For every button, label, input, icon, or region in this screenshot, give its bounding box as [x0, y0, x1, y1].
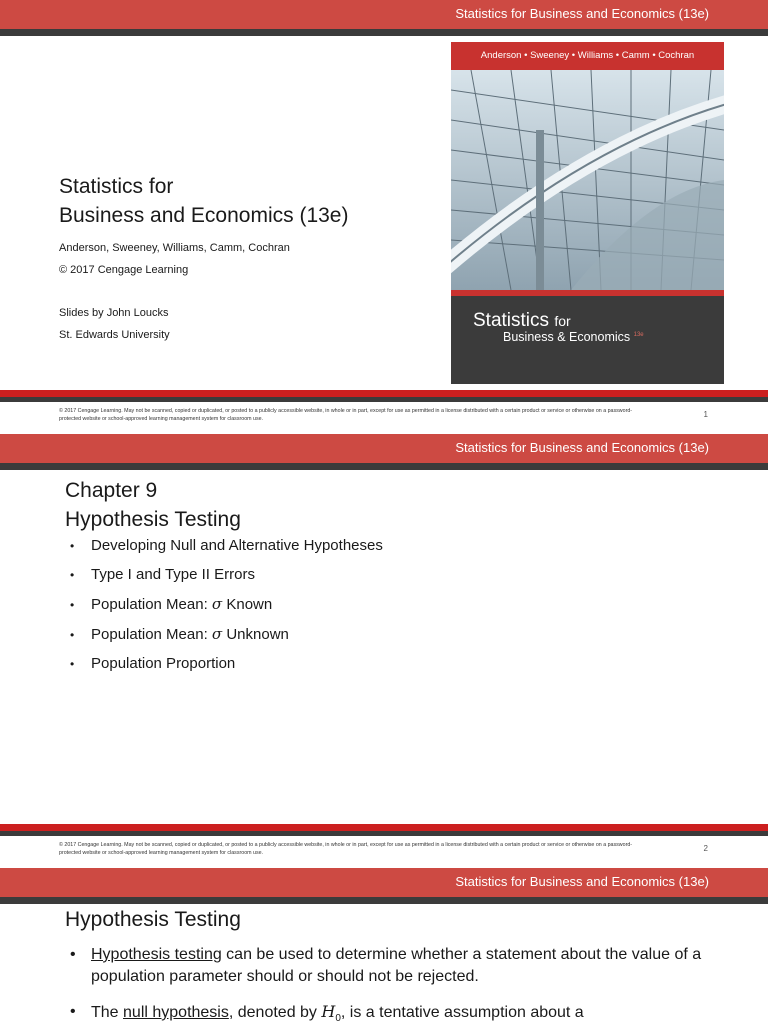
bullet-item: [70, 655, 235, 672]
bullet-text: Population Proportion: [91, 655, 236, 672]
cover-title-main: Statistics: [473, 310, 550, 331]
cover-subtitle: [503, 330, 644, 344]
slide-title: [59, 172, 348, 230]
bullet-item: [70, 595, 272, 613]
bullet-text: Population Mean:: [91, 596, 208, 613]
chapter-title: [65, 476, 241, 534]
slide-footer: [0, 838, 768, 868]
bullet-text: Developing Null and Alternative Hypotheses: [91, 537, 383, 554]
title-line-1: Statistics for: [59, 175, 174, 198]
architecture-photo: [451, 70, 724, 290]
header-divider: [0, 897, 768, 904]
cover-stripe: [451, 290, 724, 296]
bullet-text: [91, 944, 711, 988]
term-null-hypothesis: null hypothesis: [123, 1004, 229, 1021]
bullet-rest: , is a tentative assumption about a: [340, 1004, 584, 1021]
bullet-mid: , denoted by: [228, 1004, 322, 1021]
cover-subtitle-text: Business & Economics: [503, 330, 631, 344]
footer-red-line: [0, 824, 768, 831]
cover-authors: Anderson • Sweeney • Williams • Camm • Cochran: [451, 42, 724, 70]
copyright-text: © 2017 Cengage Learning: [59, 264, 189, 276]
header-title: Statistics for Business and Economics (13e): [455, 440, 709, 455]
university-text: St. Edwards University: [59, 329, 170, 341]
slide-header-bar: [0, 868, 768, 897]
bullet-pre: The: [91, 1004, 124, 1021]
page-number: 1: [703, 410, 708, 419]
bullet-dot: •: [70, 628, 75, 642]
footer-red-line: [0, 390, 768, 397]
bullet-item: [70, 537, 383, 554]
sigma-symbol: σ: [211, 595, 223, 613]
h-subscript: 0: [335, 1013, 341, 1025]
header-divider: [0, 463, 768, 470]
footer-dark-line: [0, 831, 768, 836]
slide-1: [0, 0, 768, 434]
bullet-item: [70, 625, 289, 643]
footer-copyright: © 2017 Cengage Learning. May not be scanned, copied or duplicated, or posted to a publicly accessible website, in whole or in part, except for use as permitted in a license distributed with a certain product or service or otherwise on a password-protected website or school-approved learning management system for classroom use.: [59, 408, 633, 422]
bullet-item: [70, 944, 710, 988]
header-divider: [0, 29, 768, 36]
footer-dark-line: [0, 397, 768, 402]
bullet-text: Population Mean:: [91, 626, 208, 643]
slides-by-text: Slides by John Loucks: [59, 307, 169, 319]
bullet-dot: •: [70, 1003, 76, 1020]
header-title: Statistics for Business and Economics (13e): [455, 874, 709, 889]
bullet-dot: •: [70, 598, 75, 612]
authors-text: Anderson, Sweeney, Williams, Camm, Cochran: [59, 242, 290, 254]
bullet-dot: •: [70, 657, 75, 671]
h-symbol: H: [321, 1002, 336, 1021]
slide-footer: [0, 404, 768, 434]
bullet-rest: can be used to determine whether a statement about the value of a population parameter should or should not be rejected.: [91, 946, 702, 985]
sigma-symbol: σ: [211, 625, 223, 643]
title-line-2: Business and Economics (13e): [59, 204, 349, 227]
page-number: 2: [703, 844, 708, 853]
bullet-item: [70, 1001, 710, 1023]
bullet-text: [91, 1001, 711, 1030]
bullet-text: Type I and Type II Errors: [91, 566, 255, 583]
cover-title: [473, 310, 571, 332]
bullet-dot: •: [70, 568, 75, 582]
bullet-dot: •: [70, 946, 76, 963]
cover-title-for: for: [554, 313, 571, 329]
bullet-dot: •: [70, 539, 75, 553]
slide-header-bar: [0, 0, 768, 29]
cover-edition: 13e: [633, 331, 644, 338]
term-hypothesis-testing: Hypothesis testing: [91, 946, 222, 963]
footer-copyright: © 2017 Cengage Learning. May not be scanned, copied or duplicated, or posted to a publicly accessible website, in whole or in part, except for use as permitted in a license distributed with a certain product or service or otherwise on a password-protected website or school-approved learning management system for classroom use.: [59, 842, 633, 856]
unknown-text: Unknown: [226, 626, 289, 643]
chapter-name: Hypothesis Testing: [65, 508, 241, 531]
book-cover-image: [451, 42, 724, 384]
known-text: Known: [226, 596, 273, 613]
header-title: Statistics for Business and Economics (13e): [455, 6, 709, 21]
bullet-item: [70, 566, 255, 583]
slide-title: Hypothesis Testing: [65, 908, 241, 931]
chapter-number: Chapter 9: [65, 479, 158, 502]
slide-header-bar: [0, 434, 768, 463]
